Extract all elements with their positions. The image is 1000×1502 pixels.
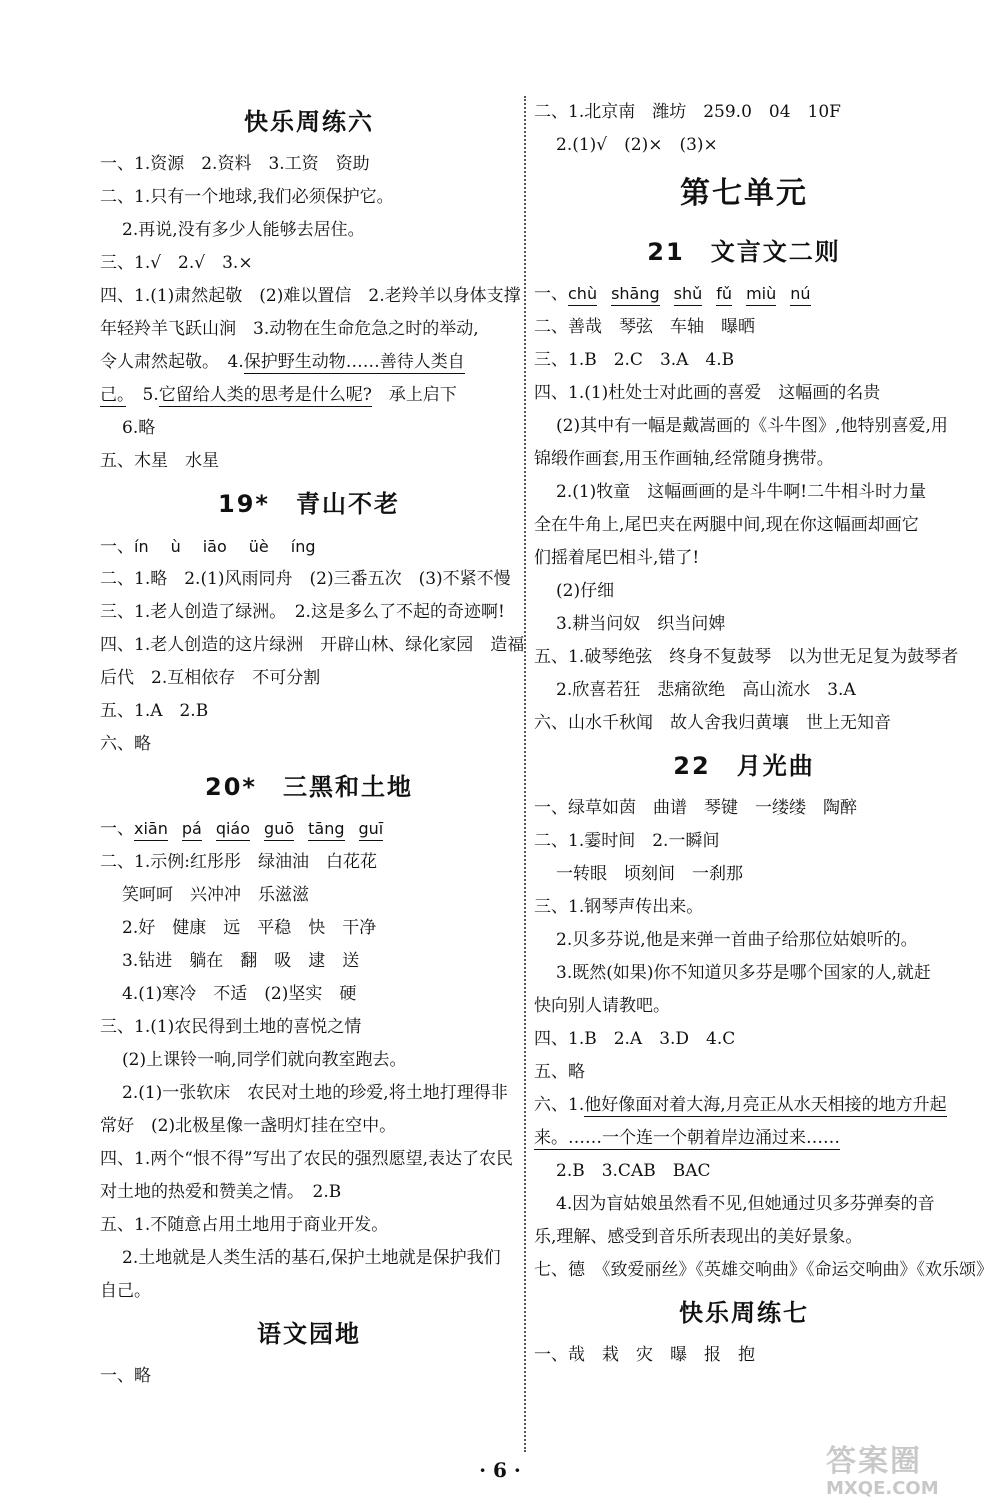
section-title: 20* 三黑和土地 xyxy=(205,773,413,801)
answer-line: 四、1.(1)杜处士对此画的喜爱 这幅画的名贵 xyxy=(534,383,881,403)
answer-line: 3.钻进 躺在 翻 吸 逮 送 xyxy=(122,951,360,971)
answer-line: 三、1.老人创造了绿洲。 2.这是多么了不起的奇迹啊! xyxy=(100,602,505,622)
answer-line: 快向别人请教吧。 xyxy=(534,996,670,1016)
pinyin-answer: guō xyxy=(264,818,294,841)
answer-text: 令人肃然起敬。 4. xyxy=(100,352,244,372)
answer-line xyxy=(100,346,518,379)
section-title: 语文园地 xyxy=(257,1320,361,1348)
answer-line xyxy=(100,379,518,412)
answer-line: 2.B 3.CAB BAC xyxy=(556,1161,711,1181)
answer-line: 五、木星 水星 xyxy=(100,451,219,471)
underlined-answer: 来。……一个连一个朝着岸边涌过来…… xyxy=(534,1128,840,1148)
answer-line: 2.贝多芬说,他是来弹一首曲子给那位姑娘听的。 xyxy=(556,930,918,950)
pinyin-answer: nú xyxy=(790,283,810,306)
pinyin-answer: shǔ xyxy=(674,283,703,306)
answer-line: 二、1.霎时间 2.一瞬间 xyxy=(534,831,720,851)
section-title: 19* 青山不老 xyxy=(218,490,400,518)
answer-line: 乐,理解、感受到音乐所表现出的美好景象。 xyxy=(534,1227,863,1247)
answer-line: 全在牛角上,尾巴夹在两腿中间,现在你这幅画却画它 xyxy=(534,515,919,535)
answer-line: 2.再说,没有多少人能够去居住。 xyxy=(122,220,365,240)
section-title: 快乐周练七 xyxy=(679,1299,809,1327)
answer-line: 三、1.B 2.C 3.A 4.B xyxy=(534,350,735,370)
answer-line: 年轻羚羊飞跃山涧 3.动物在生命危急之时的举动, xyxy=(100,319,479,339)
answer-line: 后代 2.互相依存 不可分割 xyxy=(100,668,321,688)
answer-line: 二、善哉 琴弦 车轴 曝晒 xyxy=(534,317,755,337)
answer-line: 二、1.略 2.(1)风雨同舟 (2)三番五次 (3)不紧不慢 xyxy=(100,569,511,589)
answer-line: 4.因为盲姑娘虽然看不见,但她通过贝多芬弹奏的音 xyxy=(556,1194,935,1214)
pinyin-line xyxy=(534,278,954,311)
watermark-logo-text: 答案圈 xyxy=(826,1444,922,1479)
item-prefix: 一、 xyxy=(534,284,568,304)
pinyin-line xyxy=(100,813,518,846)
pinyin-answer: fǔ xyxy=(716,283,732,306)
underlined-answer: 保护野生动物……善待人类自 xyxy=(243,352,465,372)
item-prefix: 一、 xyxy=(100,819,134,839)
pinyin-answer: chù xyxy=(568,283,597,306)
pinyin-answer: íng xyxy=(290,537,316,556)
answer-line: 2.(1)牧童 这幅画画的是斗牛啊!二牛相斗时力量 xyxy=(556,482,927,502)
answer-line: 一、哉 栽 灾 曝 报 抱 xyxy=(534,1345,755,1365)
answer-line: 一、绿草如茵 曲谱 琴键 一缕缕 陶醉 xyxy=(534,798,857,818)
answer-line: 3.既然(如果)你不知道贝多芬是哪个国家的人,就赶 xyxy=(556,963,931,983)
pinyin-answer: üè xyxy=(248,537,269,556)
section-title: 快乐周练六 xyxy=(244,108,374,136)
answer-line: 2.欣喜若狂 悲痛欲绝 高山流水 3.A xyxy=(556,680,856,700)
answer-line: 一转眼 顷刻间 一刹那 xyxy=(556,864,743,884)
answer-line: 常好 (2)北极星像一盏明灯挂在空中。 xyxy=(100,1116,397,1136)
answer-line: 对土地的热爱和赞美之情。 2.B xyxy=(100,1182,342,1202)
answer-line: 二、1.只有一个地球,我们必须保护它。 xyxy=(100,187,394,207)
answer-line: 二、1.北京南 潍坊 259.0 04 10F xyxy=(534,102,841,122)
answer-line: 六、山水千秋闻 故人舍我归黄壤 世上无知音 xyxy=(534,713,891,733)
answer-text: 承上启下 xyxy=(371,385,457,405)
left-column xyxy=(100,96,525,1393)
answer-line: 2.(1)一张软床 农民对土地的珍爱,将土地打理得非 xyxy=(122,1083,508,1103)
unit-title: 第七单元 xyxy=(680,176,808,211)
pinyin-answer: qiáo xyxy=(216,818,250,841)
answer-line: 2.(1)√ (2)× (3)× xyxy=(556,135,718,155)
answer-text: 六、1. xyxy=(534,1095,585,1115)
item-prefix: 一、 xyxy=(100,537,134,557)
pinyin-answer: shāng xyxy=(611,283,660,306)
pinyin-answer: ín xyxy=(134,537,149,556)
pinyin-answer: tāng xyxy=(308,818,344,841)
answer-line: 自己。 xyxy=(100,1281,151,1301)
answer-line: 三、1.(1)农民得到土地的喜悦之情 xyxy=(100,1017,362,1037)
watermark-logo xyxy=(826,1436,976,1499)
answer-line: 四、1.B 2.A 3.D 4.C xyxy=(534,1029,736,1049)
answer-line: 五、1.破琴绝弦 终身不复鼓琴 以为世无足复为鼓琴者 xyxy=(534,647,959,667)
answer-line: 五、1.A 2.B xyxy=(100,701,209,721)
answer-line: 锦缎作画套,用玉作画轴,经常随身携带。 xyxy=(534,449,834,469)
answer-line: 四、1.老人创造的这片绿洲 开辟山林、绿化家园 造福 xyxy=(100,635,525,655)
answer-line: 五、略 xyxy=(534,1062,585,1082)
page-number: · 6 · xyxy=(479,1458,521,1482)
answer-line: 五、1.不随意占用土地用于商业开发。 xyxy=(100,1215,389,1235)
underlined-answer: 己。 xyxy=(100,385,126,405)
section-title: 21 文言文二则 xyxy=(647,238,841,266)
underlined-answer: 他好像面对着大海,月亮正从水天相接的地方升起 xyxy=(584,1095,947,1115)
pinyin-answer: miù xyxy=(746,283,776,306)
column-divider xyxy=(524,96,526,1452)
watermark-site: MXQE.COM xyxy=(826,1478,939,1499)
answer-line: 三、1.钢琴声传出来。 xyxy=(534,897,704,917)
answer-line: 一、略 xyxy=(100,1366,151,1386)
answer-line: 三、1.√ 2.√ 3.× xyxy=(100,253,253,273)
answer-line: 们摇着尾巴相斗,错了! xyxy=(534,548,700,568)
underlined-answer: 它留给人类的思考是什么呢? xyxy=(158,385,372,405)
answer-line: 2.土地就是人类生活的基石,保护土地就是保护我们 xyxy=(122,1248,501,1268)
answer-line: 笑呵呵 兴冲冲 乐滋滋 xyxy=(122,885,309,905)
answer-line: 六、略 xyxy=(100,734,151,754)
answer-line xyxy=(534,1089,954,1122)
answer-line: 2.好 健康 远 平稳 快 干净 xyxy=(122,918,377,938)
answer-line: (2)仔细 xyxy=(556,581,615,601)
answer-line: 四、1.(1)肃然起敬 (2)难以置信 2.老羚羊以身体支撑 xyxy=(100,286,521,306)
answer-line: 3.耕当问奴 织当问婢 xyxy=(556,614,726,634)
answer-line: 四、1.两个“恨不得”写出了农民的强烈愿望,表达了农民 xyxy=(100,1149,514,1169)
pinyin-answer: xiān xyxy=(134,818,168,841)
pinyin-answer: iāo xyxy=(202,537,227,556)
section-title: 22 月光曲 xyxy=(673,752,815,780)
answer-line: (2)上课铃一响,同学们就向教室跑去。 xyxy=(122,1050,407,1070)
answer-text: 5. xyxy=(125,385,159,405)
answer-line: 4.(1)寒冷 不适 (2)坚实 硬 xyxy=(122,984,357,1004)
pinyin-answer: pá xyxy=(182,818,202,841)
pinyin-line xyxy=(100,530,518,563)
answer-line xyxy=(534,1122,954,1155)
pinyin-answer: guī xyxy=(359,818,384,841)
answer-line: 七、德 《致爱丽丝》《英雄交响曲》《命运交响曲》《欢乐颂》 xyxy=(534,1260,993,1280)
right-column xyxy=(534,96,993,1372)
answer-line: 6.略 xyxy=(122,418,156,438)
answer-line: 一、1.资源 2.资料 3.工资 资助 xyxy=(100,154,370,174)
pinyin-answer: ù xyxy=(170,537,181,556)
answer-line: (2)其中有一幅是戴嵩画的《斗牛图》,他特别喜爱,用 xyxy=(556,416,948,436)
answer-line: 二、1.示例:红彤彤 绿油油 白花花 xyxy=(100,852,377,872)
